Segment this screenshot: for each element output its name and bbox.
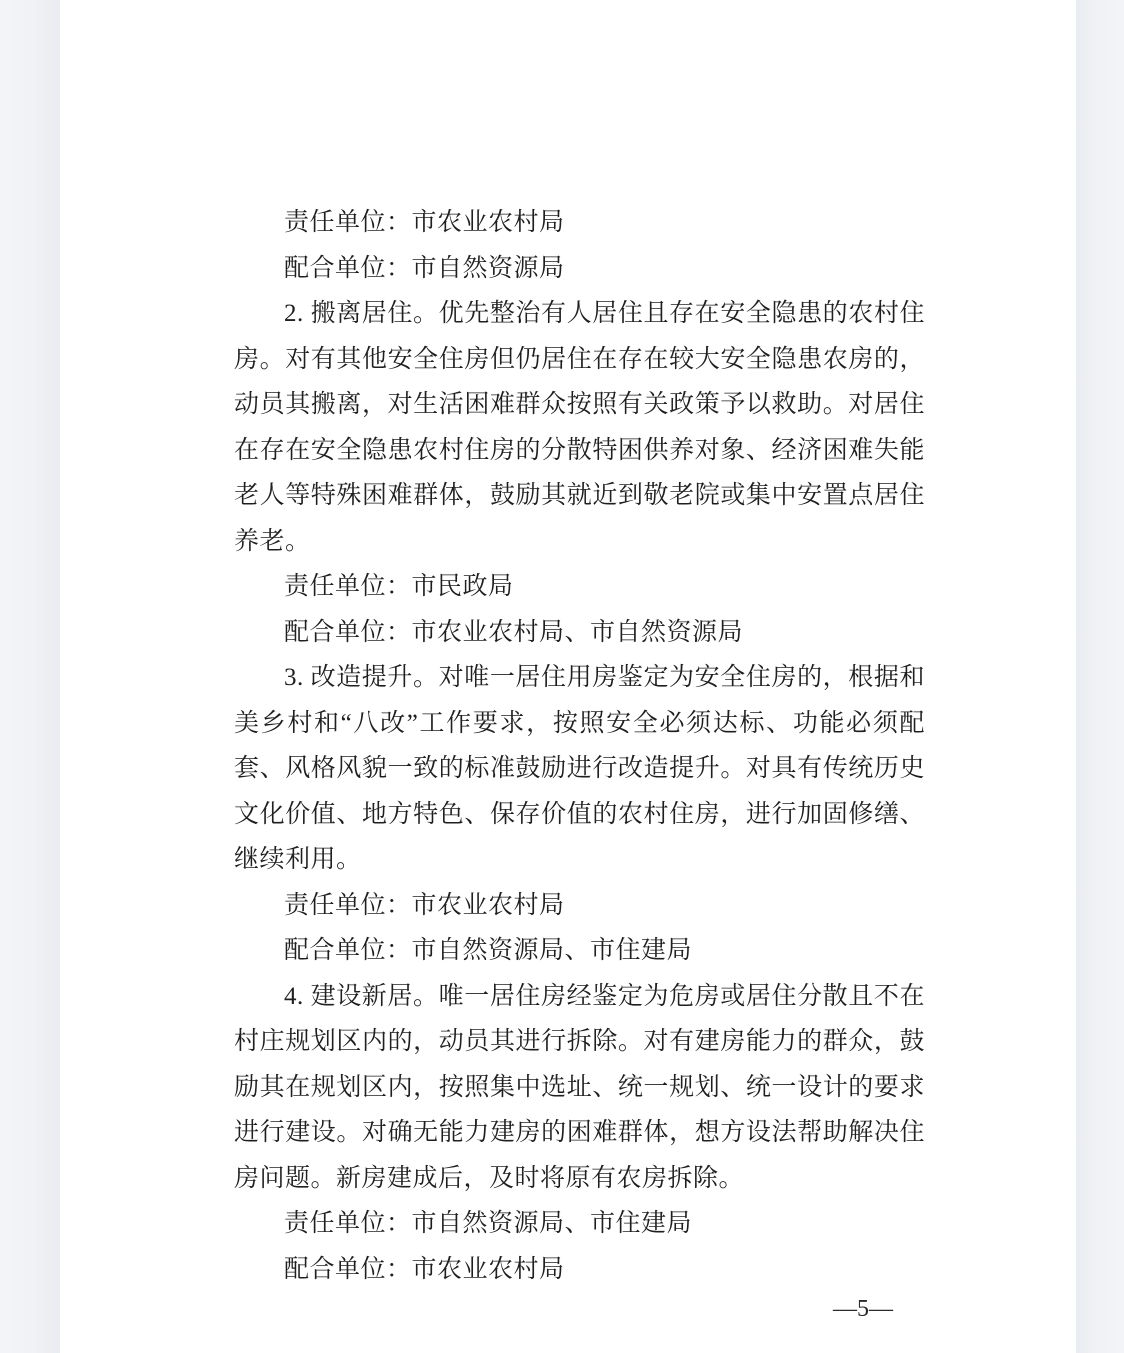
responsible-unit-line: 责任单位：市自然资源局、市住建局 [284,1210,693,1237]
cooperating-unit-line: 配合单位：市农业农村局 [284,1255,565,1283]
page-number: —5— [833,1296,893,1322]
responsible-unit-line: 责任单位：市农业农村局 [284,891,565,919]
cooperating-unit-line: 配合单位：市自然资源局 [284,254,565,282]
document-page [60,0,1076,1353]
body-paragraph-item-2: 2. 搬离居住。优先整治有人居住且存在安全隐患的农村住房。对有其他安全住房但仍居住在存在较大安全隐患农房的，动员其搬离，对生活困难群众按照有关政策予以救助。对居住在存在安全隐患农村住房的分散特困供养对象、经济困难失能老人等特殊困难群体，鼓励其就近到敬老院或集中安置点居住养老。 [234,300,925,555]
left-gutter [0,0,60,1353]
body-paragraph-item-3: 3. 改造提升。对唯一居住用房鉴定为安全住房的，根据和美乡村和“八改”工作要求，按照安全必须达标、功能必须配套、风格风貌一致的标准鼓励进行改造提升。对具有传统历史文化价值、地方特色、保存价值的农村住房，进行加固修缮、继续利用。 [234,664,925,873]
responsible-unit-line: 责任单位：市民政局 [284,573,514,600]
document-content [234,200,925,1326]
cooperating-unit-line: 配合单位：市自然资源局、市住建局 [284,937,693,964]
right-gutter [1076,0,1124,1353]
cooperating-unit-line: 配合单位：市农业农村局、市自然资源局 [284,618,744,646]
body-paragraph-item-4: 4. 建设新居。唯一居住房经鉴定为危房或居住分散且不在村庄规划区内的，动员其进行拆除。对有建房能力的群众，鼓励其在规划区内，按照集中选址、统一规划、统一设计的要求进行建设。对确无能力建房的困难群体，想方设法帮助解决住房问题。新房建成后，及时将原有农房拆除。 [234,982,925,1192]
responsible-unit-line: 责任单位：市农业农村局 [284,209,565,236]
